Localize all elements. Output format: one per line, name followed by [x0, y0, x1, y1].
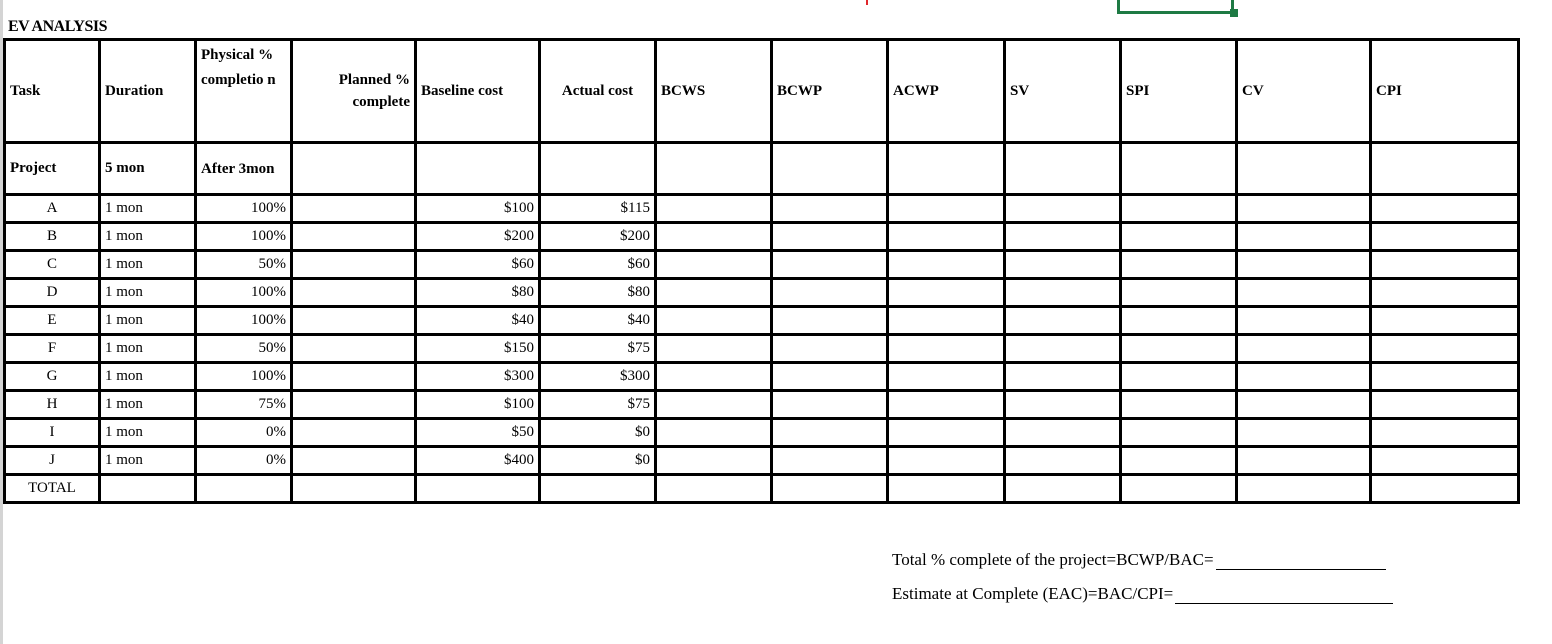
header-cv[interactable]: CV: [1237, 40, 1371, 143]
eac-blank[interactable]: [1175, 587, 1393, 604]
cv-cell[interactable]: [1237, 447, 1371, 475]
cv-cell[interactable]: [1237, 251, 1371, 279]
bcwp-cell[interactable]: [772, 419, 888, 447]
acwp-cell[interactable]: [888, 363, 1005, 391]
planned-cell[interactable]: [292, 447, 416, 475]
bcws-cell[interactable]: [656, 251, 772, 279]
project-cell-empty[interactable]: [416, 143, 540, 195]
baseline-cell[interactable]: $100: [416, 195, 540, 223]
task-row: [5, 195, 1519, 223]
baseline-cell[interactable]: $300: [416, 363, 540, 391]
sv-cell[interactable]: [1005, 335, 1121, 363]
cpi-cell[interactable]: [1371, 335, 1519, 363]
planned-cell[interactable]: [292, 279, 416, 307]
task-cell[interactable]: E: [5, 307, 100, 335]
planned-cell[interactable]: [292, 419, 416, 447]
task-cell[interactable]: H: [5, 391, 100, 419]
task-cell[interactable]: G: [5, 363, 100, 391]
cv-cell[interactable]: [1237, 419, 1371, 447]
task-cell[interactable]: A: [5, 195, 100, 223]
task-row: [5, 307, 1519, 335]
bcwp-cell[interactable]: [772, 307, 888, 335]
header-row: [5, 40, 1519, 143]
spi-cell[interactable]: [1121, 391, 1237, 419]
selected-cell-outline[interactable]: [1117, 0, 1234, 14]
bcwp-cell[interactable]: [772, 195, 888, 223]
total-cell[interactable]: [416, 475, 540, 503]
cpi-cell[interactable]: [1371, 251, 1519, 279]
task-cell[interactable]: C: [5, 251, 100, 279]
physical-cell[interactable]: 50%: [196, 335, 292, 363]
duration-cell[interactable]: 1 mon: [100, 391, 196, 419]
spi-cell[interactable]: [1121, 363, 1237, 391]
header-acwp[interactable]: ACWP: [888, 40, 1005, 143]
bcwp-cell[interactable]: [772, 251, 888, 279]
duration-cell[interactable]: 1 mon: [100, 335, 196, 363]
bcwp-cell[interactable]: [772, 447, 888, 475]
ev-analysis-table: [3, 38, 1520, 504]
header-physical[interactable]: Physical % completio n: [196, 40, 292, 143]
spi-cell[interactable]: [1121, 279, 1237, 307]
total-cell[interactable]: [1005, 475, 1121, 503]
task-cell[interactable]: B: [5, 223, 100, 251]
sv-cell[interactable]: [1005, 447, 1121, 475]
cv-cell[interactable]: [1237, 223, 1371, 251]
project-cell-empty[interactable]: [1005, 143, 1121, 195]
actual-cell[interactable]: $200: [540, 223, 656, 251]
physical-cell[interactable]: 50%: [196, 251, 292, 279]
task-row: [5, 419, 1519, 447]
planned-cell[interactable]: [292, 335, 416, 363]
planned-cell[interactable]: [292, 391, 416, 419]
baseline-cell[interactable]: $400: [416, 447, 540, 475]
actual-cell[interactable]: $115: [540, 195, 656, 223]
eac-label: Estimate at Complete (EAC)=BAC/CPI=: [892, 584, 1174, 603]
cpi-cell[interactable]: [1371, 419, 1519, 447]
actual-cell[interactable]: $300: [540, 363, 656, 391]
task-cell[interactable]: I: [5, 419, 100, 447]
physical-cell[interactable]: 0%: [196, 447, 292, 475]
planned-cell[interactable]: [292, 195, 416, 223]
sv-cell[interactable]: [1005, 363, 1121, 391]
header-spi[interactable]: SPI: [1121, 40, 1237, 143]
duration-cell[interactable]: 1 mon: [100, 419, 196, 447]
planned-cell[interactable]: [292, 307, 416, 335]
formula-notes: [892, 536, 1393, 604]
spi-cell[interactable]: [1121, 223, 1237, 251]
total-row: [5, 475, 1519, 503]
physical-cell[interactable]: 100%: [196, 279, 292, 307]
planned-cell[interactable]: [292, 363, 416, 391]
total-cell[interactable]: [292, 475, 416, 503]
total-cell[interactable]: [1237, 475, 1371, 503]
physical-cell[interactable]: 0%: [196, 419, 292, 447]
physical-cell[interactable]: 75%: [196, 391, 292, 419]
duration-cell[interactable]: 1 mon: [100, 195, 196, 223]
total-cell[interactable]: [772, 475, 888, 503]
spi-cell[interactable]: [1121, 447, 1237, 475]
acwp-cell[interactable]: [888, 307, 1005, 335]
acwp-cell[interactable]: [888, 195, 1005, 223]
project-cell-empty[interactable]: [1237, 143, 1371, 195]
total-complete-blank[interactable]: [1216, 553, 1386, 570]
fill-handle[interactable]: [1230, 9, 1238, 17]
cpi-cell[interactable]: [1371, 307, 1519, 335]
baseline-cell[interactable]: $50: [416, 419, 540, 447]
project-cell-empty[interactable]: [292, 143, 416, 195]
total-complete-note: [892, 536, 1393, 570]
baseline-cell[interactable]: $100: [416, 391, 540, 419]
task-cell[interactable]: J: [5, 447, 100, 475]
cv-cell[interactable]: [1237, 335, 1371, 363]
header-sv[interactable]: SV: [1005, 40, 1121, 143]
spi-cell[interactable]: [1121, 195, 1237, 223]
project-cell-empty[interactable]: [1371, 143, 1519, 195]
header-bcws[interactable]: BCWS: [656, 40, 772, 143]
actual-cell[interactable]: $0: [540, 447, 656, 475]
actual-cell[interactable]: $80: [540, 279, 656, 307]
bcwp-cell[interactable]: [772, 391, 888, 419]
cpi-cell[interactable]: [1371, 447, 1519, 475]
baseline-cell[interactable]: $60: [416, 251, 540, 279]
eac-note: [892, 570, 1393, 604]
header-task[interactable]: Task: [5, 40, 100, 143]
task-row: [5, 279, 1519, 307]
baseline-cell[interactable]: $200: [416, 223, 540, 251]
project-duration-cell[interactable]: 5 mon: [100, 143, 196, 195]
header-planned[interactable]: Planned % complete: [292, 40, 416, 143]
bcws-cell[interactable]: [656, 223, 772, 251]
physical-cell[interactable]: 100%: [196, 195, 292, 223]
bcws-cell[interactable]: [656, 391, 772, 419]
bcws-cell[interactable]: [656, 419, 772, 447]
physical-cell[interactable]: 100%: [196, 307, 292, 335]
total-cell[interactable]: [196, 475, 292, 503]
project-cell-empty[interactable]: [1121, 143, 1237, 195]
acwp-cell[interactable]: [888, 251, 1005, 279]
bcws-cell[interactable]: [656, 447, 772, 475]
actual-cell[interactable]: $40: [540, 307, 656, 335]
spi-cell[interactable]: [1121, 251, 1237, 279]
bcwp-cell[interactable]: [772, 335, 888, 363]
cell-marker: [866, 0, 868, 5]
total-complete-label: Total % complete of the project=BCWP/BAC=: [892, 550, 1214, 569]
bcwp-cell[interactable]: [772, 363, 888, 391]
acwp-cell[interactable]: [888, 223, 1005, 251]
duration-cell[interactable]: 1 mon: [100, 307, 196, 335]
actual-cell[interactable]: $60: [540, 251, 656, 279]
project-cell-empty[interactable]: [656, 143, 772, 195]
spi-cell[interactable]: [1121, 419, 1237, 447]
sv-cell[interactable]: [1005, 419, 1121, 447]
bcws-cell[interactable]: [656, 195, 772, 223]
header-bcwp[interactable]: BCWP: [772, 40, 888, 143]
cv-cell[interactable]: [1237, 195, 1371, 223]
task-row: [5, 251, 1519, 279]
sv-cell[interactable]: [1005, 391, 1121, 419]
cpi-cell[interactable]: [1371, 391, 1519, 419]
header-actual[interactable]: Actual cost: [540, 40, 656, 143]
total-label-cell[interactable]: TOTAL: [5, 475, 100, 503]
sheet-title: EV ANALYSIS: [8, 18, 107, 35]
actual-cell[interactable]: $0: [540, 419, 656, 447]
project-row: [5, 143, 1519, 195]
bcws-cell[interactable]: [656, 307, 772, 335]
cpi-cell[interactable]: [1371, 195, 1519, 223]
task-cell[interactable]: D: [5, 279, 100, 307]
cv-cell[interactable]: [1237, 363, 1371, 391]
duration-cell[interactable]: 1 mon: [100, 447, 196, 475]
total-cell[interactable]: [100, 475, 196, 503]
acwp-cell[interactable]: [888, 335, 1005, 363]
task-row: [5, 223, 1519, 251]
project-cell-empty[interactable]: [540, 143, 656, 195]
actual-cell[interactable]: $75: [540, 391, 656, 419]
total-cell[interactable]: [888, 475, 1005, 503]
duration-cell[interactable]: 1 mon: [100, 363, 196, 391]
total-cell[interactable]: [656, 475, 772, 503]
sv-cell[interactable]: [1005, 195, 1121, 223]
bcws-cell[interactable]: [656, 335, 772, 363]
sv-cell[interactable]: [1005, 223, 1121, 251]
acwp-cell[interactable]: [888, 279, 1005, 307]
physical-cell[interactable]: 100%: [196, 223, 292, 251]
duration-cell[interactable]: 1 mon: [100, 223, 196, 251]
planned-cell[interactable]: [292, 251, 416, 279]
task-row: [5, 363, 1519, 391]
header-baseline[interactable]: Baseline cost: [416, 40, 540, 143]
cv-cell[interactable]: [1237, 279, 1371, 307]
task-row: [5, 335, 1519, 363]
actual-cell[interactable]: $75: [540, 335, 656, 363]
baseline-cell[interactable]: $40: [416, 307, 540, 335]
duration-cell[interactable]: 1 mon: [100, 279, 196, 307]
project-cell-empty[interactable]: [772, 143, 888, 195]
spi-cell[interactable]: [1121, 307, 1237, 335]
task-row: [5, 447, 1519, 475]
bcws-cell[interactable]: [656, 363, 772, 391]
duration-cell[interactable]: 1 mon: [100, 251, 196, 279]
task-cell[interactable]: F: [5, 335, 100, 363]
cv-cell[interactable]: [1237, 307, 1371, 335]
sv-cell[interactable]: [1005, 251, 1121, 279]
baseline-cell[interactable]: $80: [416, 279, 540, 307]
project-task-cell[interactable]: Project: [5, 143, 100, 195]
cv-cell[interactable]: [1237, 391, 1371, 419]
acwp-cell[interactable]: [888, 419, 1005, 447]
total-cell[interactable]: [1121, 475, 1237, 503]
total-cell[interactable]: [1371, 475, 1519, 503]
physical-cell[interactable]: 100%: [196, 363, 292, 391]
bcwp-cell[interactable]: [772, 279, 888, 307]
task-row: [5, 391, 1519, 419]
cpi-cell[interactable]: [1371, 279, 1519, 307]
bcws-cell[interactable]: [656, 279, 772, 307]
total-cell[interactable]: [540, 475, 656, 503]
cpi-cell[interactable]: [1371, 223, 1519, 251]
acwp-cell[interactable]: [888, 447, 1005, 475]
baseline-cell[interactable]: $150: [416, 335, 540, 363]
project-cell-empty[interactable]: [888, 143, 1005, 195]
planned-cell[interactable]: [292, 223, 416, 251]
sv-cell[interactable]: [1005, 279, 1121, 307]
acwp-cell[interactable]: [888, 391, 1005, 419]
header-cpi[interactable]: CPI: [1371, 40, 1519, 143]
sv-cell[interactable]: [1005, 307, 1121, 335]
cpi-cell[interactable]: [1371, 363, 1519, 391]
header-duration[interactable]: Duration: [100, 40, 196, 143]
spi-cell[interactable]: [1121, 335, 1237, 363]
bcwp-cell[interactable]: [772, 223, 888, 251]
project-after-cell[interactable]: After 3mon: [196, 143, 292, 195]
